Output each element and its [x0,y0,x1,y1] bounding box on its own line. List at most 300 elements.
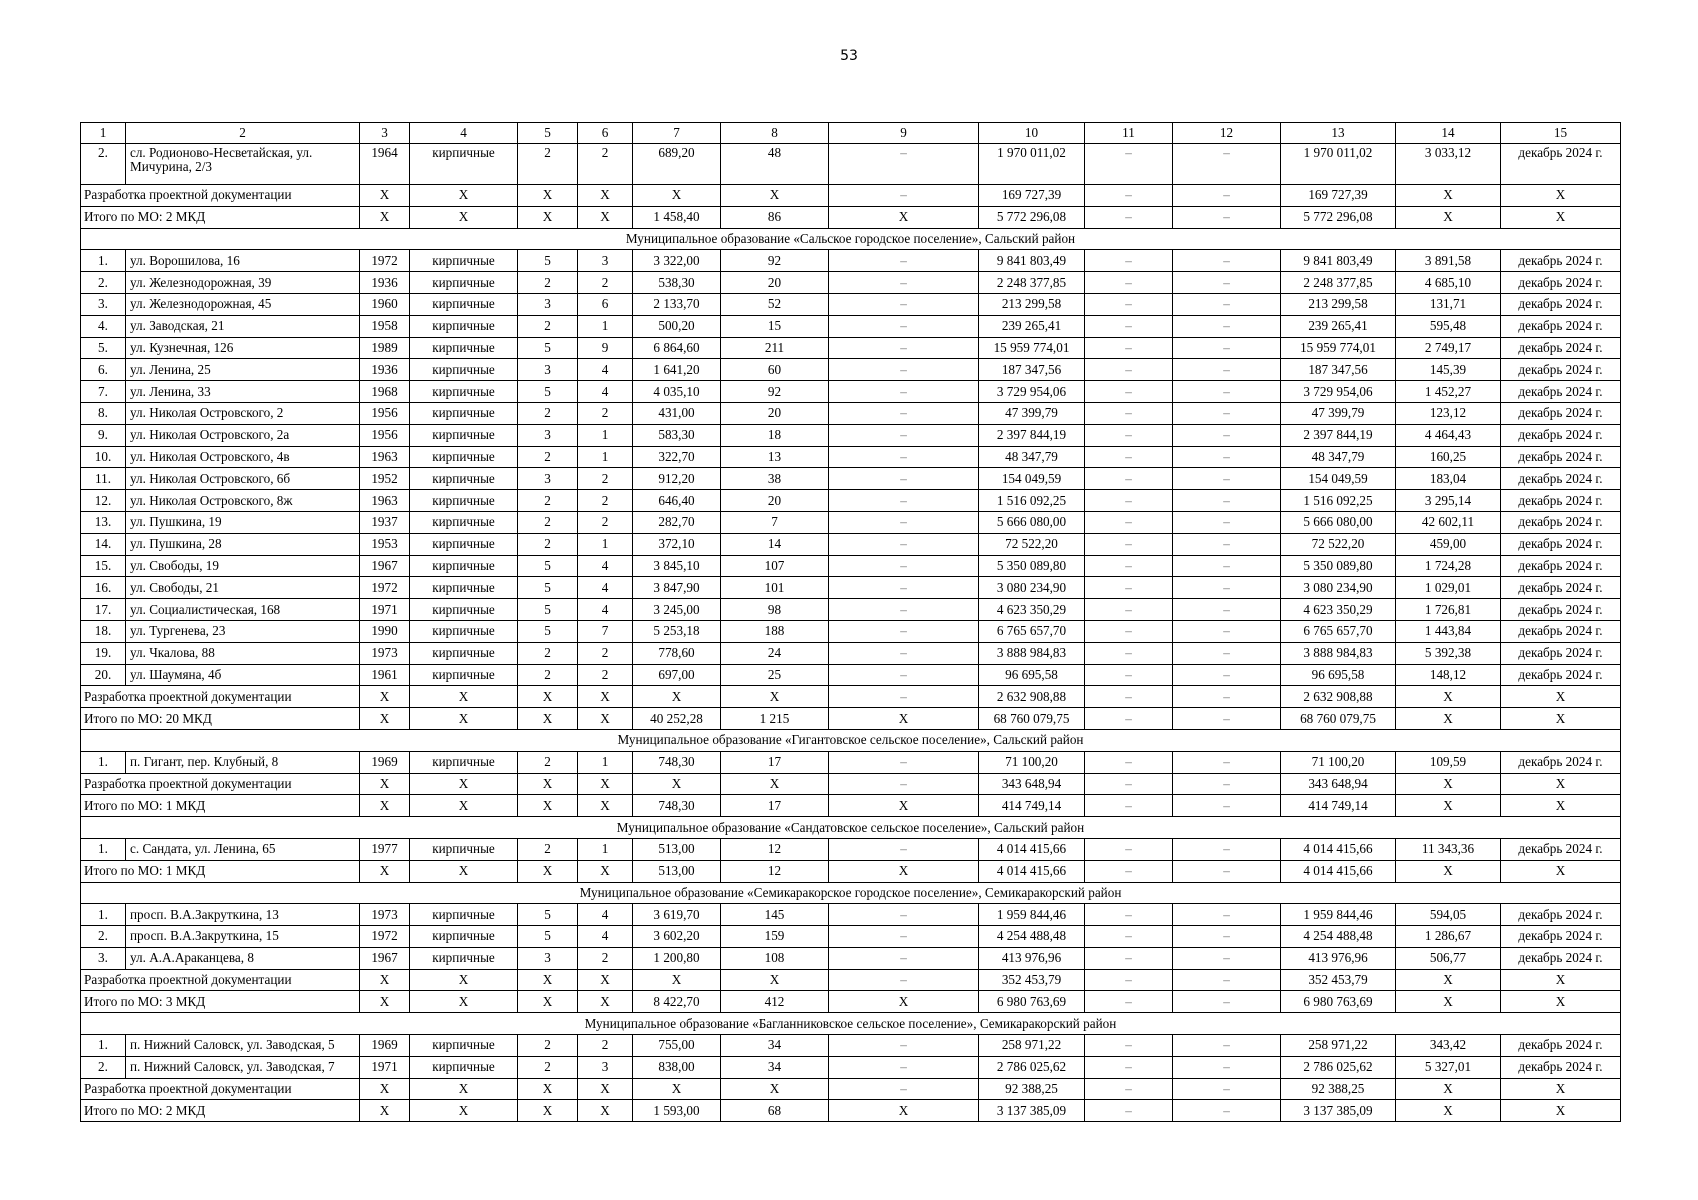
table-cell: 1 [578,446,633,468]
table-cell: – [1173,1078,1281,1100]
table-cell: X [518,969,578,991]
table-cell: 154 049,59 [1281,468,1396,490]
table-cell: – [829,424,979,446]
table-cell: декабрь 2024 г. [1501,1056,1621,1078]
table-cell: 2 248 377,85 [979,272,1085,294]
summary-row [81,686,1621,708]
table-cell: кирпичные [410,1035,518,1057]
table-cell: 1952 [360,468,410,490]
table-cell: – [829,838,979,860]
table-cell: 646,40 [633,490,721,512]
table-cell: X [360,991,410,1013]
table-cell: 4 [578,926,633,948]
table-cell: 4 [578,577,633,599]
table-cell: – [829,751,979,773]
summary-label: Итого по МО: 2 МКД [81,206,360,228]
table-cell: – [1085,1056,1173,1078]
table-cell: X [1396,686,1501,708]
table-cell: 1. [81,904,126,926]
table-cell: 748,30 [633,751,721,773]
table-cell: – [1173,381,1281,403]
table-cell: 1973 [360,904,410,926]
table-cell: 71 100,20 [979,751,1085,773]
table-cell: – [1085,250,1173,272]
table-cell: 1 [578,424,633,446]
table-row [81,144,1621,185]
summary-row [81,708,1621,730]
table-cell: 1971 [360,599,410,621]
table-cell: 188 [721,620,829,642]
table-cell: декабрь 2024 г. [1501,904,1621,926]
table-cell: 282,70 [633,511,721,533]
table-row [81,315,1621,337]
table-cell: – [1085,337,1173,359]
table-cell: – [1173,446,1281,468]
table-cell: 169 727,39 [979,185,1085,207]
table-cell: X [1501,773,1621,795]
table-cell: X [1501,686,1621,708]
table-cell: – [1085,947,1173,969]
table-cell: X [829,206,979,228]
table-row [81,838,1621,860]
table-cell: – [1173,272,1281,294]
summary-label: Разработка проектной документации [81,1078,360,1100]
table-cell: X [829,1100,979,1122]
table-cell: 5 350 089,80 [1281,555,1396,577]
table-cell: X [360,795,410,817]
table-cell: 213 299,58 [979,293,1085,315]
table-cell: X [1501,206,1621,228]
table-cell: X [829,860,979,882]
table-cell: 2 [518,272,578,294]
table-cell: 187 347,56 [979,359,1085,381]
table-cell: 3 137 385,09 [979,1100,1085,1122]
table-cell: 131,71 [1396,293,1501,315]
table-cell: X [410,1100,518,1122]
table-cell: 2 [578,642,633,664]
table-cell: 1973 [360,642,410,664]
table-cell: – [829,642,979,664]
table-cell: X [360,708,410,730]
table-cell: 1 726,81 [1396,599,1501,621]
table-cell: 5 [518,926,578,948]
table-cell: п. Гигант, пер. Клубный, 8 [126,751,360,773]
table-cell: X [360,1078,410,1100]
table-cell: 96 695,58 [979,664,1085,686]
table-row [81,620,1621,642]
table-cell: – [829,555,979,577]
table-cell: – [1173,860,1281,882]
table-cell: X [518,795,578,817]
table-cell: 3 245,00 [633,599,721,621]
table-cell: 1956 [360,424,410,446]
table-cell: декабрь 2024 г. [1501,599,1621,621]
table-cell: 1 200,80 [633,947,721,969]
summary-row [81,206,1621,228]
table-cell: декабрь 2024 г. [1501,1035,1621,1057]
table-cell: кирпичные [410,751,518,773]
summary-label: Итого по МО: 3 МКД [81,991,360,1013]
table-cell: – [1173,577,1281,599]
table-cell: 11 343,36 [1396,838,1501,860]
table-cell: 48 347,79 [1281,446,1396,468]
table-cell: X [721,969,829,991]
table-cell: 4 254 488,48 [1281,926,1396,948]
summary-row [81,969,1621,991]
table-cell: – [829,947,979,969]
table-cell: 1 443,84 [1396,620,1501,642]
table-cell: X [633,969,721,991]
table-cell: 154 049,59 [979,468,1085,490]
table-cell: – [1085,664,1173,686]
table-cell: декабрь 2024 г. [1501,751,1621,773]
table-cell: – [1173,838,1281,860]
table-cell: 52 [721,293,829,315]
column-number-header: 1 [81,123,126,144]
table-cell: X [360,1100,410,1122]
table-cell: X [1396,1078,1501,1100]
table-cell: кирпичные [410,904,518,926]
table-cell: кирпичные [410,250,518,272]
table-cell: X [633,1078,721,1100]
table-cell: 145,39 [1396,359,1501,381]
table-cell: 1 215 [721,708,829,730]
table-cell: декабрь 2024 г. [1501,144,1621,185]
table-cell: 1936 [360,359,410,381]
section-row [81,228,1621,250]
table-cell: – [1085,185,1173,207]
table-cell: 1936 [360,272,410,294]
summary-label: Итого по МО: 1 МКД [81,860,360,882]
table-cell: 42 602,11 [1396,511,1501,533]
table-cell: – [1085,991,1173,1013]
table-cell: кирпичные [410,144,518,185]
table-cell: – [1173,904,1281,926]
table-cell: 213 299,58 [1281,293,1396,315]
table-cell: 1. [81,751,126,773]
table-cell: 7. [81,381,126,403]
table-cell: X [633,185,721,207]
table-cell: 5 772 296,08 [979,206,1085,228]
table-cell: 3 [518,468,578,490]
table-cell: 6 [578,293,633,315]
table-cell: – [829,144,979,185]
table-cell: 3 888 984,83 [979,642,1085,664]
table-cell: 4 014 415,66 [979,838,1085,860]
table-cell: 413 976,96 [1281,947,1396,969]
table-cell: 258 971,22 [1281,1035,1396,1057]
table-cell: X [1396,860,1501,882]
table-cell: просп. В.А.Закруткина, 13 [126,904,360,926]
table-cell: – [829,402,979,424]
table-cell: 5 392,38 [1396,642,1501,664]
table-cell: – [1085,1078,1173,1100]
table-cell: 1 970 011,02 [979,144,1085,185]
table-cell: кирпичные [410,664,518,686]
table-cell: 24 [721,642,829,664]
table-cell: кирпичные [410,1056,518,1078]
table-cell: 2 [578,144,633,185]
table-cell: 2 [518,446,578,468]
table-cell: 15 959 774,01 [979,337,1085,359]
table-cell: 697,00 [633,664,721,686]
summary-row [81,773,1621,795]
table-cell: 1 970 011,02 [1281,144,1396,185]
table-cell: 5 [518,904,578,926]
table-cell: 3 137 385,09 [1281,1100,1396,1122]
table-cell: – [1085,359,1173,381]
table-cell: 239 265,41 [1281,315,1396,337]
table-cell: X [518,860,578,882]
table-cell: 5 [518,381,578,403]
table-row [81,599,1621,621]
table-cell: 14. [81,533,126,555]
table-cell: декабрь 2024 г. [1501,533,1621,555]
table-row [81,272,1621,294]
table-cell: 2 [518,533,578,555]
table-cell: X [360,686,410,708]
table-cell: X [410,206,518,228]
table-cell: 459,00 [1396,533,1501,555]
table-cell: – [829,686,979,708]
table-cell: X [578,686,633,708]
table-cell: 538,30 [633,272,721,294]
table-cell: 2 397 844,19 [1281,424,1396,446]
table-cell: 5 [518,555,578,577]
table-cell: – [829,359,979,381]
section-title: Муниципальное образование «Сандатовское сельское поселение», Сальский район [81,817,1621,839]
table-cell: – [1085,708,1173,730]
table-cell: декабрь 2024 г. [1501,555,1621,577]
table-cell: – [1085,860,1173,882]
table-cell: 431,00 [633,402,721,424]
table-cell: 3 [518,947,578,969]
table-cell: X [721,185,829,207]
table-cell: 1968 [360,381,410,403]
table-cell: – [1173,1100,1281,1122]
table-cell: 5. [81,337,126,359]
table-row [81,250,1621,272]
table-cell: 20 [721,490,829,512]
table-cell: – [1085,1035,1173,1057]
table-cell: 3 602,20 [633,926,721,948]
table-cell: X [578,708,633,730]
table-cell: 1 286,67 [1396,926,1501,948]
table-cell: – [1085,838,1173,860]
table-cell: декабрь 2024 г. [1501,926,1621,948]
table-cell: 2 [518,315,578,337]
table-row [81,511,1621,533]
table-cell: ул. Заводская, 21 [126,315,360,337]
table-cell: 10. [81,446,126,468]
table-cell: 20 [721,272,829,294]
table-cell: 2. [81,272,126,294]
table-cell: 258 971,22 [979,1035,1085,1057]
table-cell: кирпичные [410,533,518,555]
table-cell: 6 864,60 [633,337,721,359]
table-cell: декабрь 2024 г. [1501,359,1621,381]
table-cell: 15 [721,315,829,337]
table-cell: – [829,315,979,337]
table-cell: X [1396,708,1501,730]
table-cell: X [1396,969,1501,991]
table-cell: – [1085,293,1173,315]
table-cell: 5 [518,599,578,621]
table-cell: X [1501,1078,1621,1100]
table-cell: – [1085,533,1173,555]
table-cell: ул. Железнодорожная, 45 [126,293,360,315]
table-cell: – [829,1035,979,1057]
table-cell: кирпичные [410,272,518,294]
table-row [81,424,1621,446]
table-cell: декабрь 2024 г. [1501,272,1621,294]
table-cell: 12 [721,838,829,860]
table-cell: X [1501,185,1621,207]
table-cell: 47 399,79 [979,402,1085,424]
table-cell: 68 760 079,75 [979,708,1085,730]
table-cell: ул. Николая Островского, 4в [126,446,360,468]
table-cell: X [410,1078,518,1100]
table-cell: 912,20 [633,468,721,490]
table-cell: сл. Родионово-Несветайская, ул. Мичурина, 2/3 [126,144,360,185]
table-cell: кирпичные [410,511,518,533]
table-cell: 1 [578,533,633,555]
summary-label: Разработка проектной документации [81,773,360,795]
table-cell: 414 749,14 [1281,795,1396,817]
table-cell: кирпичные [410,490,518,512]
table-cell: кирпичные [410,381,518,403]
table-cell: 2 [578,1035,633,1057]
table-cell: 211 [721,337,829,359]
table-cell: 1963 [360,446,410,468]
table-cell: – [829,599,979,621]
table-cell: 9 841 803,49 [979,250,1085,272]
column-number-header: 2 [126,123,360,144]
table-cell: – [1173,751,1281,773]
table-cell: 1958 [360,315,410,337]
table-cell: 9 [578,337,633,359]
table-cell: – [1173,664,1281,686]
table-cell: – [1173,708,1281,730]
table-cell: 3 891,58 [1396,250,1501,272]
table-cell: X [410,708,518,730]
table-cell: 5 [518,337,578,359]
table-cell: 2 786 025,62 [1281,1056,1396,1078]
table-cell: – [1085,381,1173,403]
table-cell: кирпичные [410,599,518,621]
table-cell: X [578,969,633,991]
table-cell: – [1173,359,1281,381]
table-cell: X [360,185,410,207]
table-cell: 5 [518,250,578,272]
table-cell: 34 [721,1035,829,1057]
table-cell: 7 [578,620,633,642]
table-cell: X [578,1100,633,1122]
table-cell: 4. [81,315,126,337]
table-cell: 2 [518,490,578,512]
table-cell: 123,12 [1396,402,1501,424]
table-cell: 6 765 657,70 [979,620,1085,642]
section-title: Муниципальное образование «Сальское городское поселение», Сальский район [81,228,1621,250]
table-cell: 1. [81,838,126,860]
table-row [81,926,1621,948]
table-cell: 1971 [360,1056,410,1078]
table-cell: 2 749,17 [1396,337,1501,359]
table-cell: – [1173,686,1281,708]
table-cell: 413 976,96 [979,947,1085,969]
table-cell: декабрь 2024 г. [1501,250,1621,272]
table-cell: кирпичные [410,446,518,468]
table-cell: 6. [81,359,126,381]
table-cell: – [1173,424,1281,446]
table-cell: 2 [518,1035,578,1057]
summary-row [81,185,1621,207]
table-cell: 2 [578,490,633,512]
table-cell: X [1396,206,1501,228]
table-cell: 4 014 415,66 [1281,860,1396,882]
table-cell: 1 458,40 [633,206,721,228]
column-number-header: 10 [979,123,1085,144]
table-cell: – [1173,185,1281,207]
table-cell: X [633,686,721,708]
table-cell: 2. [81,1056,126,1078]
table-cell: X [1396,1100,1501,1122]
table-cell: 3 033,12 [1396,144,1501,185]
table-cell: 755,00 [633,1035,721,1057]
table-cell: – [1085,446,1173,468]
table-cell: 3 080 234,90 [979,577,1085,599]
table-cell: – [1173,337,1281,359]
table-cell: 2 [518,402,578,424]
table-cell: ул. Пушкина, 28 [126,533,360,555]
table-cell: 352 453,79 [979,969,1085,991]
table-cell: 7 [721,511,829,533]
table-cell: – [829,272,979,294]
table-cell: – [1173,533,1281,555]
summary-label: Разработка проектной документации [81,969,360,991]
table-cell: – [1085,511,1173,533]
table-cell: 4 [578,599,633,621]
table-cell: – [1173,642,1281,664]
table-row [81,337,1621,359]
table-cell: 5 327,01 [1396,1056,1501,1078]
table-cell: декабрь 2024 г. [1501,947,1621,969]
table-cell: – [1173,490,1281,512]
table-cell: ул. А.А.Араканцева, 8 [126,947,360,969]
table-cell: 506,77 [1396,947,1501,969]
table-cell: 2 [518,664,578,686]
column-number-header: 7 [633,123,721,144]
table-cell: декабрь 2024 г. [1501,293,1621,315]
table-cell: X [1396,795,1501,817]
table-cell: 1. [81,250,126,272]
header-row [81,123,1621,144]
table-cell: 17 [721,751,829,773]
table-cell: X [1501,991,1621,1013]
table-cell: 9. [81,424,126,446]
table-cell: – [1173,947,1281,969]
table-cell: X [410,795,518,817]
table-cell: 1 516 092,25 [1281,490,1396,512]
table-cell: X [578,991,633,1013]
table-cell: 1 029,01 [1396,577,1501,599]
table-cell: – [1085,272,1173,294]
table-cell: 2 [518,144,578,185]
table-cell: 1 516 092,25 [979,490,1085,512]
table-cell: 5 666 080,00 [1281,511,1396,533]
table-cell: 3 [578,250,633,272]
table-cell: 92 [721,381,829,403]
